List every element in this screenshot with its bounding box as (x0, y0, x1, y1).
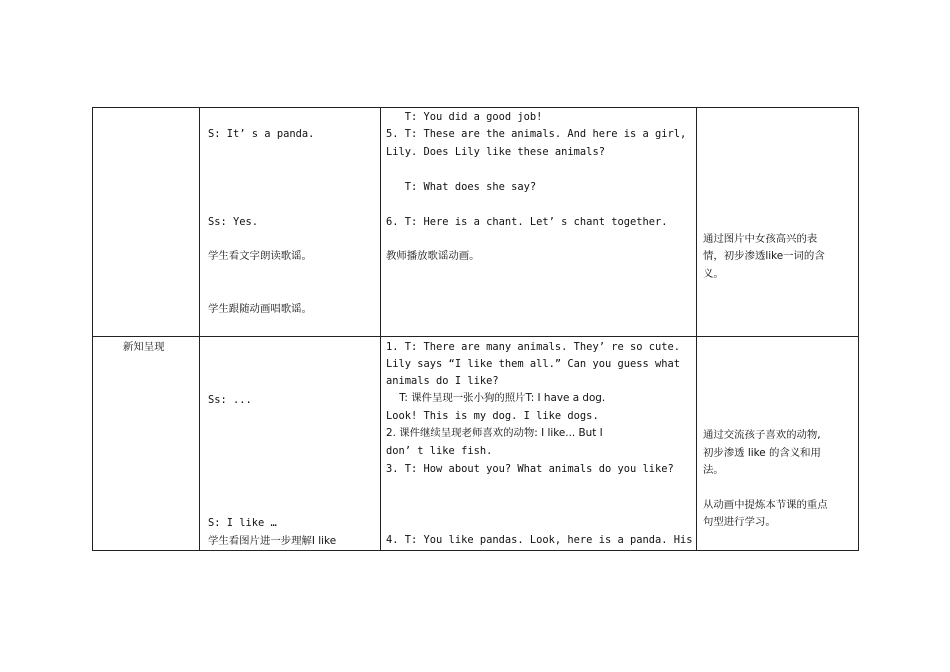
row2-teacher-text: 2. 课件继续呈现老师喜欢的动物: I like... But I (386, 427, 603, 439)
row1-teacher-text: Lily. Does Lily like these animals? (386, 146, 605, 158)
row2-intent-text: 从动画中提炼本节课的重点 (703, 499, 828, 511)
row2-teacher-text: 1. T: There are many animals. They’ re so cute. (386, 341, 681, 353)
row1-teacher-text: 5. T: These are the animals. And here is a girl, (386, 128, 687, 140)
table-border-right (858, 107, 859, 551)
row-divider (92, 336, 859, 337)
row1-student-text: 学生看文字朗读歌谣。 (208, 250, 312, 262)
stage-label: 新知呈现 (123, 341, 165, 353)
row2-teacher-text: don’ t like fish. (386, 445, 493, 457)
column-divider-2 (380, 107, 381, 551)
row2-teacher-text: Look! This is my dog. I like dogs. (386, 410, 599, 422)
column-divider-3 (696, 107, 697, 551)
table-border-top (92, 107, 859, 108)
row1-intent-text: 情，初步渗透like一词的含 (703, 250, 825, 262)
row1-student-text: 学生跟随动画唱歌谣。 (208, 303, 312, 315)
row2-intent-text: 句型进行学习。 (703, 516, 776, 528)
row2-intent-text: 通过交流孩子喜欢的动物, (703, 429, 821, 441)
row1-intent-text: 义。 (703, 268, 724, 280)
row2-student-text: 学生看图片进一步理解I like (208, 535, 337, 547)
row2-teacher-text: animals do I like? (386, 375, 499, 387)
row2-student-text: Ss: ... (208, 394, 252, 406)
row2-teacher-text: T: 课件呈现一张小狗的照片T: I have a dog. (386, 392, 606, 404)
row2-teacher-text: 4. T: You like pandas. Look, here is a panda. His (386, 534, 693, 546)
row2-intent-text: 初步渗透 like 的含义和用 (703, 447, 821, 459)
row1-intent-text: 通过图片中女孩高兴的表 (703, 233, 818, 245)
row2-intent-text: 法。 (703, 464, 724, 476)
row1-teacher-text: 6. T: Here is a chant. Let’ s chant together. (386, 216, 668, 228)
row1-student-text: Ss: Yes. (208, 216, 259, 228)
row1-teacher-text: T: What does she say? (386, 181, 537, 193)
column-divider-1 (199, 107, 200, 551)
table-border-left (92, 107, 93, 551)
row2-student-text: S: I like … (208, 517, 277, 529)
row1-teacher-text: T: You did a good job! (386, 111, 543, 123)
row1-teacher-text: 教师播放歌谣动画。 (386, 250, 480, 262)
row2-teacher-text: Lily says “I like them all.” Can you guess what (386, 358, 681, 370)
row2-teacher-text: 3. T: How about you? What animals do you like? (386, 463, 674, 475)
lesson-plan-table (92, 107, 858, 550)
row1-student-text: S: It’ s a panda. (208, 128, 315, 140)
